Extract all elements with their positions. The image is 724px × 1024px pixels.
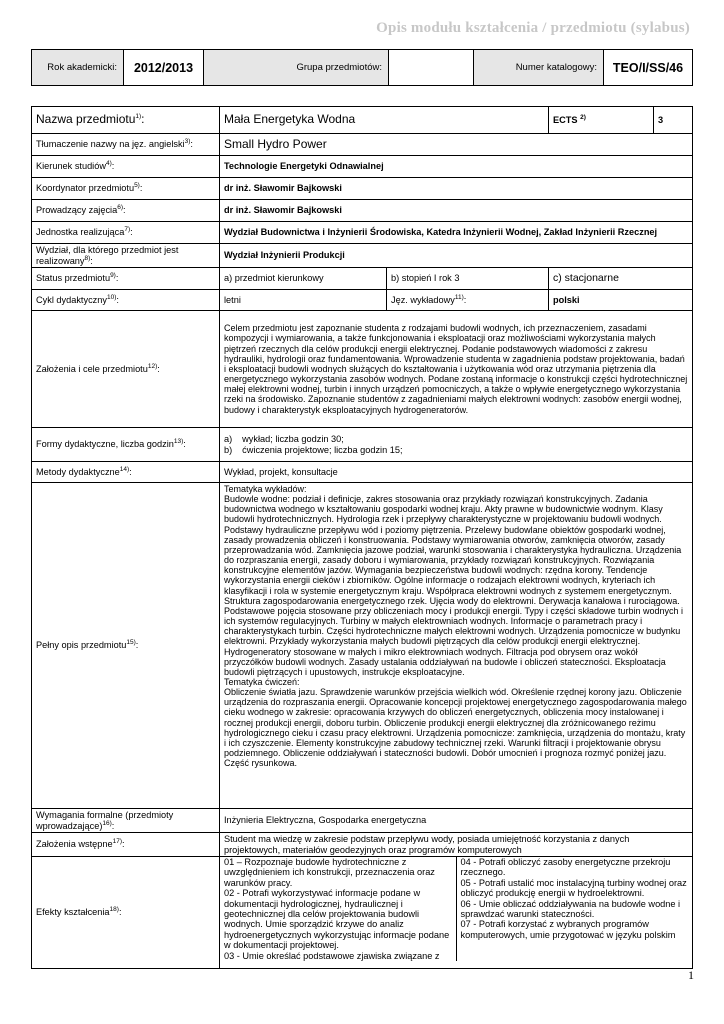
faculty-value: Wydział Inżynierii Produkcji	[220, 244, 693, 268]
english-name-label: Tłumaczenie nazwy na jęz. angielski$^{3)}$:	[32, 134, 220, 156]
outcome-item: 07 - Potrafi korzystać z wybranych programów komputerowych, umie przygotować w języku polskim	[460, 919, 676, 940]
full-description-value	[220, 483, 693, 809]
goals-label: Założenia i cele przedmiotu$^{12)}$:	[32, 311, 220, 428]
full-description-label: Pełny opis przedmiotu$^{15)}$:	[32, 483, 220, 809]
outcomes-right-column	[456, 857, 693, 961]
lectures-content: Budowle wodne: podział i definicje, zakres stosowania oraz przykłady rozwiązań konstrukcyjnych. Zadania budownictwa wodnego w kształtowaniu gospodarki wodnej kraju. Akty prawne w budownictwie wodnym. Klasy budowli hydrotechnicznych. Hydrologia rzek i przepływy charakterystyczne w projektowaniu budowli wodnych. Podstawy hydrauliczne przepływu wód i poziomy piętrzenia. Przelewy budowlane obiektów gospodarki wodnej, zasady prowadzenia obliczeń i konstruowania. Podstawy wymiarowania otworów, zamknięcia otworów, zasady przeprowadzania wód. Zamknięcia jazowe podział, warunki stosowania i charakterystyka hydrauliczna. Urządzenia do rozpraszania energii, zasady doboru i wymiarowania, przykłady rozwiązań konstrukcyjnych. Rozwiązania konstrukcyjne elementów jazów. Wymagania bezpieczeństwa budowli wodnych: rzędna korony. Tendencje wykorzystania energii cieków i zbiorników. Ogólne informacje o rodzajach elektrowni wodnych, kryteriach ich klasyfikacji i rola w systemie energetycznym kraju. Współpraca elektrowni wodnych z systemem energetycznym. Struktura zagospodarowania energetycznego rzek. Ujęcia wody do elektrowni. Derywacja kanałowa i rurociągowa. Podstawowe pojęcia stosowane przy obliczeniach mocy i produkcji energii. Typy i części składowe turbin wodnych i ich systemów regulacyjnych. Turbiny w małych elektrowniach wodnych. Informacje o parametrach pracy i charakterystykach turbin. Części hydrotechniczne małych elektrowni wodnych. Urządzenia pomocnicze w budynku elektrowni. Przykłady wykorzystania małych budowli piętrzących dla celów produkcji energii elektrycznej. Hydrogeneratory stosowane w małych i mikro elektrowniach wodnych. Filtracja pod obrysem oraz wokół przyczółków budowli wodnych. Zasady ustalania oddziaływań na budowle i obliczeń stateczności. Eksploatacja budowli piętrzących i upustowych, instrukcje eksploatacyjne.	[224, 494, 684, 677]
language-label: Jęz. wykładowy$^{11)}$:	[387, 290, 549, 311]
requirements-label: Wymagania formalne (przedmioty wprowadzające)$^{16)}$:	[32, 809, 220, 833]
status-degree-year: b) stopień I rok 3	[387, 268, 549, 290]
outcome-item: 02 - Potrafi wykorzystywać informacje podane w dokumentacji hydrologicznej, hydraulicznej i geotechnicznej dla celów projektowania budowli wodnych. Umie sporządzić krzywe do analiz hydroenergetycznych wykorzystując informacje podane w dokumentacji projektowej.	[224, 888, 450, 951]
prerequisites-value: Student ma wiedzę w zakresie podstaw przepływu wody, posiada umiejętność korzystania z danych projektowych, materiałów geodezyjnych oraz programów komputerowych	[220, 833, 693, 857]
academic-year-label: Rok akademicki:	[32, 50, 124, 86]
learning-outcomes-label: Efekty kształcenia$^{18)}$:	[32, 857, 220, 969]
english-name-value: Small Hydro Power	[220, 134, 693, 156]
catalog-number-value: TEO/I/SS/46	[604, 50, 693, 86]
language-value: polski	[549, 290, 693, 311]
unit-value: Wydział Budownictwa i Inżynierii Środowiska, Katedra Inżynierii Wodnej, Zakład Inżynierii Rzecznej	[220, 222, 693, 244]
coordinator-value: dr inż. Sławomir Bajkowski	[220, 178, 693, 200]
catalog-number-label: Numer katalogowy:	[474, 50, 604, 86]
outcome-item: 01 – Rozpoznaje budowle hydrotechniczne z uwzględnieniem ich konstrukcji, przeznaczenia oraz warunków pracy.	[224, 857, 435, 888]
ects-label: ECTS $^{2)}$	[549, 107, 654, 134]
exercises-heading: Tematyka ćwiczeń:	[224, 676, 300, 687]
lectures-heading: Tematyka wykładów:	[224, 484, 307, 494]
syllabus-table	[31, 106, 693, 969]
outcome-item: 04 - Potrafi obliczyć zasoby energetyczne przekroju rzecznego.	[460, 857, 671, 878]
outcome-item: 03 - Umie określać podstawowe zjawiska związane z	[224, 950, 440, 961]
exercises-content: Obliczenie światła jazu. Sprawdzenie warunków przejścia wielkich wód. Określenie rzędnej korony jazu. Obliczenie urządzenia do rozpraszania energii. Opracowanie koncepcji projektowej energetycznego zagospodarowania małego cieku wodnego w zakresie: opracowania krzywych do obliczeń energetycznych, obliczenia mocy instalowanej i rocznej produkcji energii, doboru turbin. Obliczenie produkcji energii elektrycznej dla zróżnicowanego reżimu hydrologicznego cieku i czasu pracy elektrowni. Urządzenia pomocnicze: zamknięcia, urządzenia do montażu, kraty i ich czyszczenie. Elementy konstrukcyjne zabudowy technicznej rzeki. Warunki filtracji i projektowanie obrysu podziemnego. Obliczenie oddziaływań i stateczności budowli. Dobór umocnień i prognoza rozmyć poniżej jazu. Część rysunkowa.	[224, 687, 687, 769]
subject-group-label: Grupa przedmiotów:	[204, 50, 389, 86]
status-label: Status przedmiotu$^{9)}$:	[32, 268, 220, 290]
faculty-label: Wydział, dla którego przedmiot jest realizowany$^{8)}$:	[32, 244, 220, 268]
teaching-form-item: a) wykład; liczba godzin 30;	[224, 434, 344, 445]
goals-value: Celem przedmiotu jest zapoznanie studenta z rodzajami budowli wodnych, ich przeznaczeniem, zasadami kompozycji i wymiarowania, a także funkcjonowania i eksploatacji oraz możliwościami wykorzystania małych piętrzeń rzecznych dla celów produkcji energii elektrycznej. Podanie podstawowych wiadomości z zakresu hydrauliki, hydrologii oraz fundamentowania. Wprowadzenie studenta w zagadnienia podstaw projektowania, badań i eksploatacji budowli wodnych służących do kształtowania i użytkowania wód oraz utrzymania piętrzenia dla energetycznego wykorzystania zasobów wodnych. Podane zostaną informacje o konstrukcji części hydrotechnicznej małej elektrowni wodnej, turbin i innych urządzeń pomocniczych, a także o wpływie energetycznego wykorzystania rzeki na środowisko. Zapoznanie studentów z zagadnieniami małych elektrowni wodnych: zasobów energii wodnej, budowy i charakterystyk eksploatacyjnych hydrogeneratorów.	[220, 311, 693, 428]
teaching-form-item: b) ćwiczenia projektowe; liczba godzin 15;	[224, 444, 403, 455]
page-number: 1	[688, 968, 694, 982]
teaching-forms-label: Formy dydaktyczne, liczba godzin$^{13)}$:	[32, 428, 220, 462]
teaching-forms-value	[220, 428, 693, 462]
field-of-study-value: Technologie Energetyki Odnawialnej	[220, 156, 693, 178]
subject-group-value	[389, 50, 474, 86]
lecturer-value: dr inż. Sławomir Bajkowski	[220, 200, 693, 222]
learning-outcomes-value	[220, 857, 693, 969]
outcome-item: 05 - Potrafi ustalić moc instalacyjną turbiny wodnej oraz obliczyć produkcję energii w hydroelektrowni.	[460, 877, 687, 899]
field-of-study-label: Kierunek studiów$^{4)}$:	[32, 156, 220, 178]
document-title: Opis modułu kształcenia / przedmiotu (sylabus)	[376, 20, 690, 36]
academic-year-value: 2012/2013	[124, 50, 204, 86]
requirements-value: Inżynieria Elektryczna, Gospodarka energetyczna	[220, 809, 693, 833]
status-mode: c) stacjonarne	[549, 268, 693, 290]
unit-label: Jednostka realizująca$^{7)}$:	[32, 222, 220, 244]
outcome-item: 06 - Umie obliczać oddziaływania na budowle wodne i sprawdzać warunki stateczności.	[460, 898, 681, 919]
lecturer-label: Prowadzący zajęcia$^{6)}$:	[32, 200, 220, 222]
header-table	[31, 49, 693, 86]
ects-value: 3	[654, 107, 693, 134]
course-name-label: Nazwa przedmiotu$^{1)}$:	[32, 107, 220, 134]
outcomes-left-column	[220, 857, 456, 961]
methods-value: Wykład, projekt, konsultacje	[220, 462, 693, 483]
coordinator-label: Koordynator przedmiotu$^{5)}$:	[32, 178, 220, 200]
course-name-value: Mała Energetyka Wodna	[220, 107, 549, 134]
prerequisites-label: Założenia wstępne$^{17)}$:	[32, 833, 220, 857]
status-type: a) przedmiot kierunkowy	[220, 268, 387, 290]
cycle-value: letni	[220, 290, 387, 311]
methods-label: Metody dydaktyczne$^{14)}$:	[32, 462, 220, 483]
cycle-label: Cykl dydaktyczny$^{10)}$:	[32, 290, 220, 311]
